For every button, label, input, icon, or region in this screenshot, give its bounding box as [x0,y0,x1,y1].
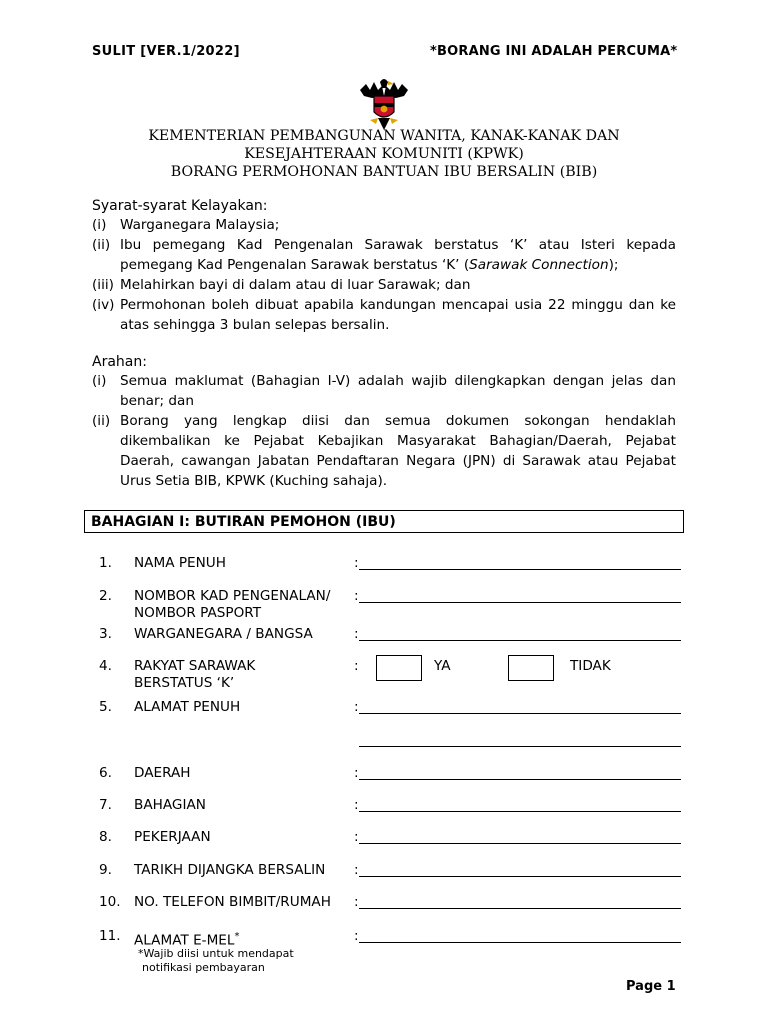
item-text: Ibu pemegang Kad Pengenalan Sarawak berstatus ‘K’ atau Isteri kepada pemegang Kad Pengenalan Sarawak berstatus ‘K’ (Sarawak Connection); [120,237,676,273]
tidak-checkbox[interactable] [508,655,554,681]
field-label: WARGANEGARA / BANGSA [134,626,313,642]
occupation-input-line[interactable] [359,829,681,844]
phone-input-line[interactable] [359,894,681,909]
eligibility-item [92,235,676,275]
item-text: Melahirkan bayi di dalam atau di luar Sarawak; dan [120,277,471,293]
eligibility-item [92,215,676,235]
eligibility-item [92,275,676,295]
district-input-line[interactable] [359,765,681,780]
full-name-input-line[interactable] [359,555,681,570]
ministry-title-line1: KEMENTERIAN PEMBANGUNAN WANITA, KANAK-KANAK DAN [148,128,620,144]
delivery-date-input-line[interactable] [359,862,681,877]
item-number: (ii) [92,413,111,429]
tidak-label: TIDAK [570,658,611,674]
item-number: (i) [92,373,107,389]
ya-label: YA [434,658,451,674]
field-label: DAERAH [134,765,191,781]
sarawak-crest-icon [356,76,412,132]
item-number: (ii) [92,237,111,253]
field-label: TARIKH DIJANGKA BERSALIN [134,862,326,878]
field-label: NOMBOR KAD PENGENALAN/ [134,588,331,604]
ic-number-input-line[interactable] [359,588,681,603]
section-1-header: BAHAGIAN I: BUTIRAN PEMOHON (IBU) [84,510,684,533]
form-title: BORANG PERMOHONAN BANTUAN IBU BERSALIN (BIB) [170,164,598,180]
ya-checkbox[interactable] [376,655,422,681]
eligibility-item [92,295,676,335]
field-label: BAHAGIAN [134,797,206,813]
instruction-item [92,371,676,411]
email-note-line1: *Wajib diisi untuk mendapat [138,947,294,960]
instruction-item [92,411,676,491]
address-input-line-2[interactable] [359,745,681,747]
document-version: SULIT [VER.1/2022] [92,44,240,59]
nationality-input-line[interactable] [359,626,681,641]
item-text: Warganegara Malaysia; [120,217,280,233]
page-number: Page 1 [626,979,676,994]
instructions-heading: Arahan: [92,354,147,370]
field-label: NO. TELEFON BIMBIT/RUMAH [134,894,331,910]
item-text: Borang yang lengkap diisi dan semua dokumen sokongan hendaklah dikembalikan ke Pejabat Kebajikan Masyarakat Bahagian/Daerah, Pejabat Daerah, cawangan Jabatan Pendaftaran Negara (JPN) di Sarawak atau Pejabat Urus Setia BIB, KPWK (Kuching sahaja). [120,413,676,489]
field-label: ALAMAT PENUH [134,699,241,715]
ministry-title-line2: KESEJAHTERAAN KOMUNITI (KPWK) [244,146,524,162]
email-note-line2: notifikasi pembayaran [142,961,265,974]
free-form-notice: *BORANG INI ADALAH PERCUMA* [430,44,678,59]
field-label: PEKERJAAN [134,829,211,845]
item-number: (i) [92,217,107,233]
item-number: (iv) [92,297,115,313]
field-label: NAMA PENUH [134,555,226,571]
field-label: ALAMAT E-MEL* [134,931,240,949]
address-input-line[interactable] [359,699,681,714]
division-input-line[interactable] [359,797,681,812]
item-number: (iii) [92,277,114,293]
item-text: Semua maklumat (Bahagian I-V) adalah wajib dilengkapkan dengan jelas dan benar; dan [120,373,676,409]
eligibility-heading: Syarat-syarat Kelayakan: [92,198,268,214]
email-input-line[interactable] [359,928,681,943]
item-text: Permohonan boleh dibuat apabila kandungan mencapai usia 22 minggu dan ke atas sehingga 3 bulan selepas bersalin. [120,297,676,333]
field-label: RAKYAT SARAWAK [134,658,256,674]
